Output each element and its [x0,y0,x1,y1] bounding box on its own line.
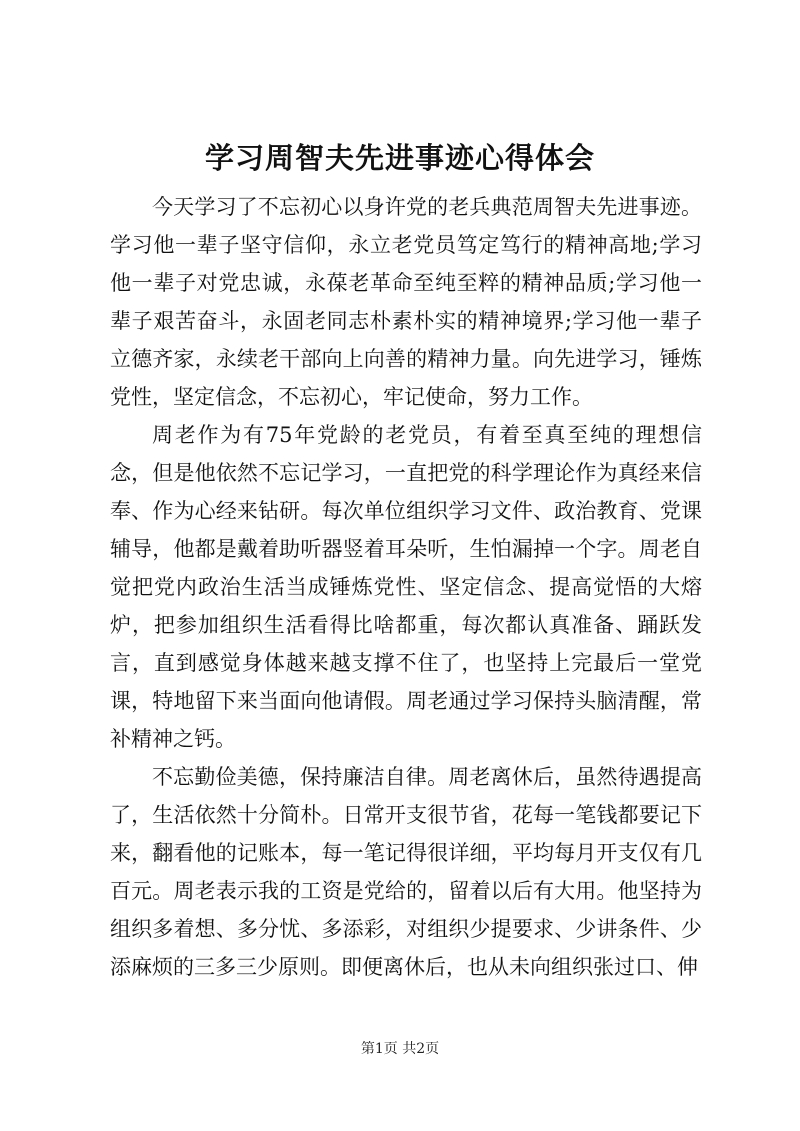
paragraph-2: 周老作为有75年党龄的老党员，有着至真至纯的理想信念，但是他依然不忘记学习，一直把党的科学理论作为真经来信奉、作为心经来钻研。每次单位组织学习文件、政治教育、党课辅导，他都是戴着助听器竖着耳朵听，生怕漏掉一个字。周老自觉把党内政治生活当成锤炼党性、坚定信念、提高觉悟的大熔炉，把参加组织生活看得比啥都重，每次都认真准备、踊跃发言，直到感觉身体越来越支撑不住了，也坚持上完最后一堂党课，特地留下来当面向他请假。周老通过学习保持头脑清醒，常补精神之钙。 [110,423,702,751]
page-number-footer: 第1页 共2页 [360,1041,440,1057]
paragraph-1: 今天学习了不忘初心以身许党的老兵典范周智夫先进事迹。学习他一辈子坚守信仰，永立老党员笃定笃行的精神高地;学习他一辈子对党忠诚，永葆老革命至纯至粹的精神品质;学习他一辈子艰苦奋斗，永固老同志朴素朴实的精神境界;学习他一辈子立德齐家，永续老干部向上向善的精神力量。向先进学习，锤炼党性，坚定信念，不忘初心，牢记使命，努力工作。 [110,195,702,409]
paragraph-3: 不忘勤俭美德，保持廉洁自律。周老离休后，虽然待遇提高了，生活依然十分简朴。日常开支很节省，花每一笔钱都要记下来，翻看他的记账本，每一笔记得很详细，平均每月开支仅有几百元。周老表示我的工资是党给的，留着以后有大用。他坚持为组织多着想、多分忧、多添彩，对组织少提要求、少讲条件、少添麻烦的三多三少原则。即便离休后，也从未向组织张过口、伸 [110,765,702,979]
document-body [110,188,702,986]
document-title: 学习周智夫先进事迹心得体会 [204,141,595,175]
